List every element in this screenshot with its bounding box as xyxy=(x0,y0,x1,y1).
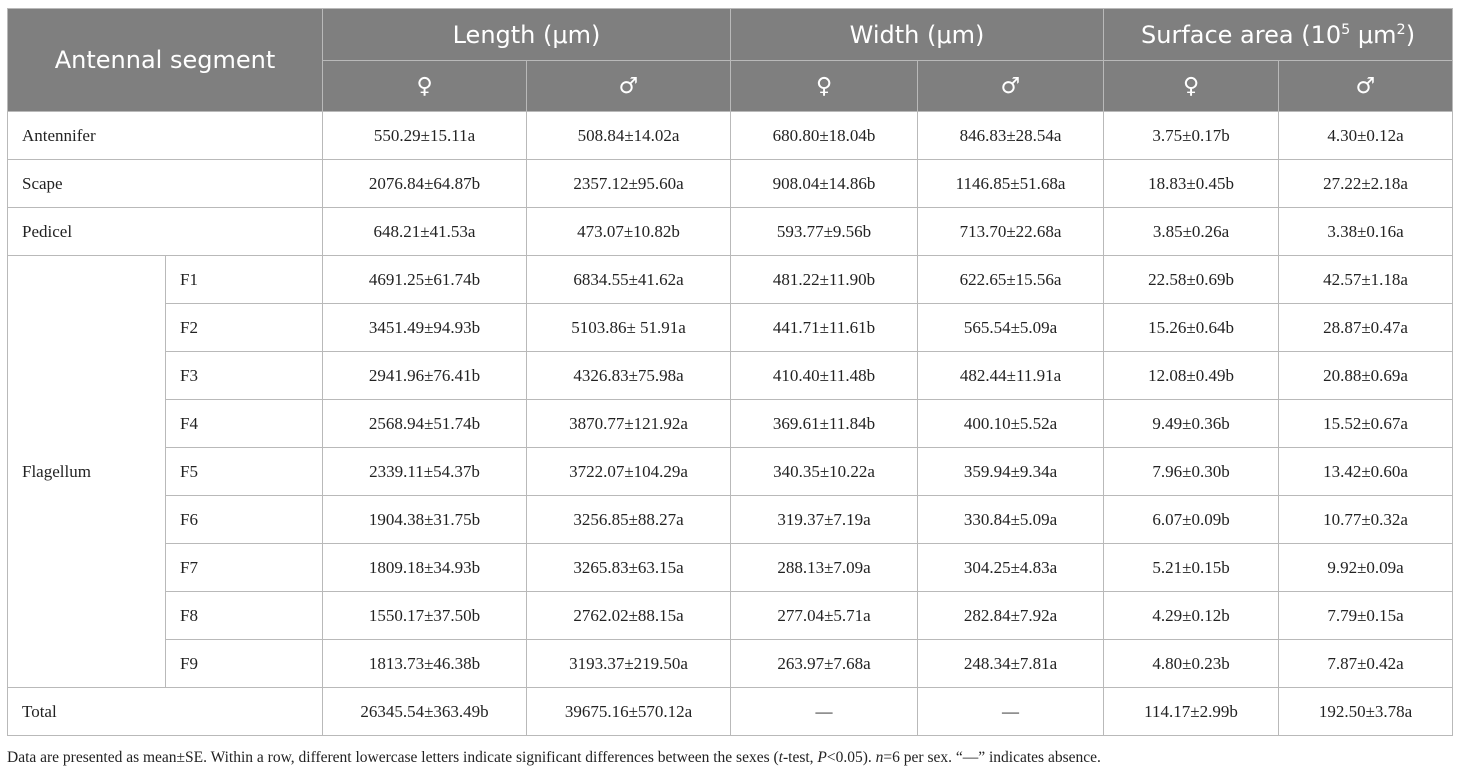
male-symbol: ♂ xyxy=(918,61,1104,112)
table-cell: 593.77±9.56b xyxy=(731,208,918,256)
table-row xyxy=(8,208,1453,256)
table-cell: 2076.84±64.87b xyxy=(323,160,527,208)
table-cell: 5103.86± 51.91a xyxy=(527,304,731,352)
table-cell: 1904.38±31.75b xyxy=(323,496,527,544)
table-cell: 12.08±0.49b xyxy=(1104,352,1279,400)
table-row xyxy=(8,448,1453,496)
surface-area-prefix: Surface area (10 xyxy=(1141,20,1342,49)
table-cell: 481.22±11.90b xyxy=(731,256,918,304)
footnote-text: =6 per sex. “—” indicates absence. xyxy=(883,749,1101,766)
flagellum-label: Flagellum xyxy=(8,256,166,688)
table-cell: 42.57±1.18a xyxy=(1279,256,1453,304)
table-cell: 340.35±10.22a xyxy=(731,448,918,496)
table-cell: 9.92±0.09a xyxy=(1279,544,1453,592)
table-cell: 26345.54±363.49b xyxy=(323,688,527,736)
table-cell: 20.88±0.69a xyxy=(1279,352,1453,400)
table-cell: — xyxy=(731,688,918,736)
table-row xyxy=(8,112,1453,160)
footnote-p: P xyxy=(817,749,827,766)
subsegment-label: F1 xyxy=(166,256,323,304)
table-cell: 3870.77±121.92a xyxy=(527,400,731,448)
table-row xyxy=(8,160,1453,208)
table-cell: 2568.94±51.74b xyxy=(323,400,527,448)
table-cell: 565.54±5.09a xyxy=(918,304,1104,352)
table-cell: 400.10±5.52a xyxy=(918,400,1104,448)
table-cell: 22.58±0.69b xyxy=(1104,256,1279,304)
table-cell: 1813.73±46.38b xyxy=(323,640,527,688)
footnote-text: <0.05). xyxy=(826,749,876,766)
table-cell: 28.87±0.47a xyxy=(1279,304,1453,352)
surface-area-unit-exponent: 2 xyxy=(1396,21,1406,38)
table-cell: — xyxy=(918,688,1104,736)
table-cell: 2357.12±95.60a xyxy=(527,160,731,208)
table-cell: 3.75±0.17b xyxy=(1104,112,1279,160)
table-cell: 15.26±0.64b xyxy=(1104,304,1279,352)
table-cell: 3193.37±219.50a xyxy=(527,640,731,688)
table-cell: 846.83±28.54a xyxy=(918,112,1104,160)
header-length: Length (μm) xyxy=(323,9,731,61)
surface-area-suffix: ) xyxy=(1405,20,1416,49)
table-cell: 18.83±0.45b xyxy=(1104,160,1279,208)
table-cell: 713.70±22.68a xyxy=(918,208,1104,256)
table-cell: 3265.83±63.15a xyxy=(527,544,731,592)
table-cell: 550.29±15.11a xyxy=(323,112,527,160)
table-cell: 473.07±10.82b xyxy=(527,208,731,256)
table-cell: 2339.11±54.37b xyxy=(323,448,527,496)
footnote-text: Data are presented as mean±SE. Within a row, different lowercase letters indicate significant differences between the sexes ( xyxy=(7,749,779,766)
surface-area-unit: μm xyxy=(1350,20,1397,49)
table-footnote xyxy=(7,749,1101,767)
subsegment-label: F5 xyxy=(166,448,323,496)
table-cell: 6834.55±41.62a xyxy=(527,256,731,304)
antenna-morphometrics-table xyxy=(7,8,1453,736)
table-cell: 277.04±5.71a xyxy=(731,592,918,640)
row-label: Antennifer xyxy=(8,112,323,160)
table-row xyxy=(8,640,1453,688)
female-symbol: ♀ xyxy=(1104,61,1279,112)
table-cell: 39675.16±570.12a xyxy=(527,688,731,736)
table-row xyxy=(8,544,1453,592)
table-cell: 248.34±7.81a xyxy=(918,640,1104,688)
footnote-n: n xyxy=(875,749,884,766)
table-cell: 1809.18±34.93b xyxy=(323,544,527,592)
table-cell: 4326.83±75.98a xyxy=(527,352,731,400)
male-symbol: ♂ xyxy=(1279,61,1453,112)
table-cell: 27.22±2.18a xyxy=(1279,160,1453,208)
table-cell: 4.80±0.23b xyxy=(1104,640,1279,688)
table-cell: 359.94±9.34a xyxy=(918,448,1104,496)
table-cell: 304.25±4.83a xyxy=(918,544,1104,592)
table-cell: 13.42±0.60a xyxy=(1279,448,1453,496)
table-cell: 5.21±0.15b xyxy=(1104,544,1279,592)
table-cell: 192.50±3.78a xyxy=(1279,688,1453,736)
row-label: Total xyxy=(8,688,323,736)
table-cell: 482.44±11.91a xyxy=(918,352,1104,400)
male-symbol: ♂ xyxy=(527,61,731,112)
table-cell: 6.07±0.09b xyxy=(1104,496,1279,544)
table-cell: 3722.07±104.29a xyxy=(527,448,731,496)
table-row xyxy=(8,352,1453,400)
table-cell: 4.29±0.12b xyxy=(1104,592,1279,640)
footnote-text: -test, xyxy=(782,749,818,766)
table-cell: 10.77±0.32a xyxy=(1279,496,1453,544)
header-antennal-segment: Antennal segment xyxy=(8,9,323,112)
table-cell: 1146.85±51.68a xyxy=(918,160,1104,208)
row-label: Pedicel xyxy=(8,208,323,256)
subsegment-label: F8 xyxy=(166,592,323,640)
table-cell: 4.30±0.12a xyxy=(1279,112,1453,160)
table-cell: 7.96±0.30b xyxy=(1104,448,1279,496)
table-cell: 4691.25±61.74b xyxy=(323,256,527,304)
table-cell: 410.40±11.48b xyxy=(731,352,918,400)
subsegment-label: F9 xyxy=(166,640,323,688)
table-cell: 288.13±7.09a xyxy=(731,544,918,592)
header-surface-area xyxy=(1104,9,1453,61)
table-row xyxy=(8,256,1453,304)
table-cell: 3451.49±94.93b xyxy=(323,304,527,352)
table-row xyxy=(8,592,1453,640)
table-cell: 282.84±7.92a xyxy=(918,592,1104,640)
female-symbol: ♀ xyxy=(731,61,918,112)
table-cell: 508.84±14.02a xyxy=(527,112,731,160)
female-symbol: ♀ xyxy=(323,61,527,112)
footnote-t: t xyxy=(778,749,783,766)
table-cell: 648.21±41.53a xyxy=(323,208,527,256)
table-cell: 3.85±0.26a xyxy=(1104,208,1279,256)
table-cell: 9.49±0.36b xyxy=(1104,400,1279,448)
table-cell: 1550.17±37.50b xyxy=(323,592,527,640)
total-row xyxy=(8,688,1453,736)
table-row xyxy=(8,496,1453,544)
table-cell: 680.80±18.04b xyxy=(731,112,918,160)
header-row-1 xyxy=(8,9,1453,61)
subsegment-label: F7 xyxy=(166,544,323,592)
subsegment-label: F2 xyxy=(166,304,323,352)
table-row xyxy=(8,400,1453,448)
table-cell: 622.65±15.56a xyxy=(918,256,1104,304)
table-cell: 114.17±2.99b xyxy=(1104,688,1279,736)
subsegment-label: F6 xyxy=(166,496,323,544)
table-cell: 319.37±7.19a xyxy=(731,496,918,544)
table-cell: 330.84±5.09a xyxy=(918,496,1104,544)
table-cell: 7.79±0.15a xyxy=(1279,592,1453,640)
table-cell: 2762.02±88.15a xyxy=(527,592,731,640)
table-cell: 3256.85±88.27a xyxy=(527,496,731,544)
subsegment-label: F3 xyxy=(166,352,323,400)
subsegment-label: F4 xyxy=(166,400,323,448)
surface-area-exponent: 5 xyxy=(1341,21,1351,38)
table-cell: 369.61±11.84b xyxy=(731,400,918,448)
table-cell: 263.97±7.68a xyxy=(731,640,918,688)
table-cell: 3.38±0.16a xyxy=(1279,208,1453,256)
table-cell: 2941.96±76.41b xyxy=(323,352,527,400)
table-cell: 15.52±0.67a xyxy=(1279,400,1453,448)
table-cell: 7.87±0.42a xyxy=(1279,640,1453,688)
table-cell: 908.04±14.86b xyxy=(731,160,918,208)
row-label: Scape xyxy=(8,160,323,208)
table-cell: 441.71±11.61b xyxy=(731,304,918,352)
header-width: Width (μm) xyxy=(731,9,1104,61)
table-row xyxy=(8,304,1453,352)
